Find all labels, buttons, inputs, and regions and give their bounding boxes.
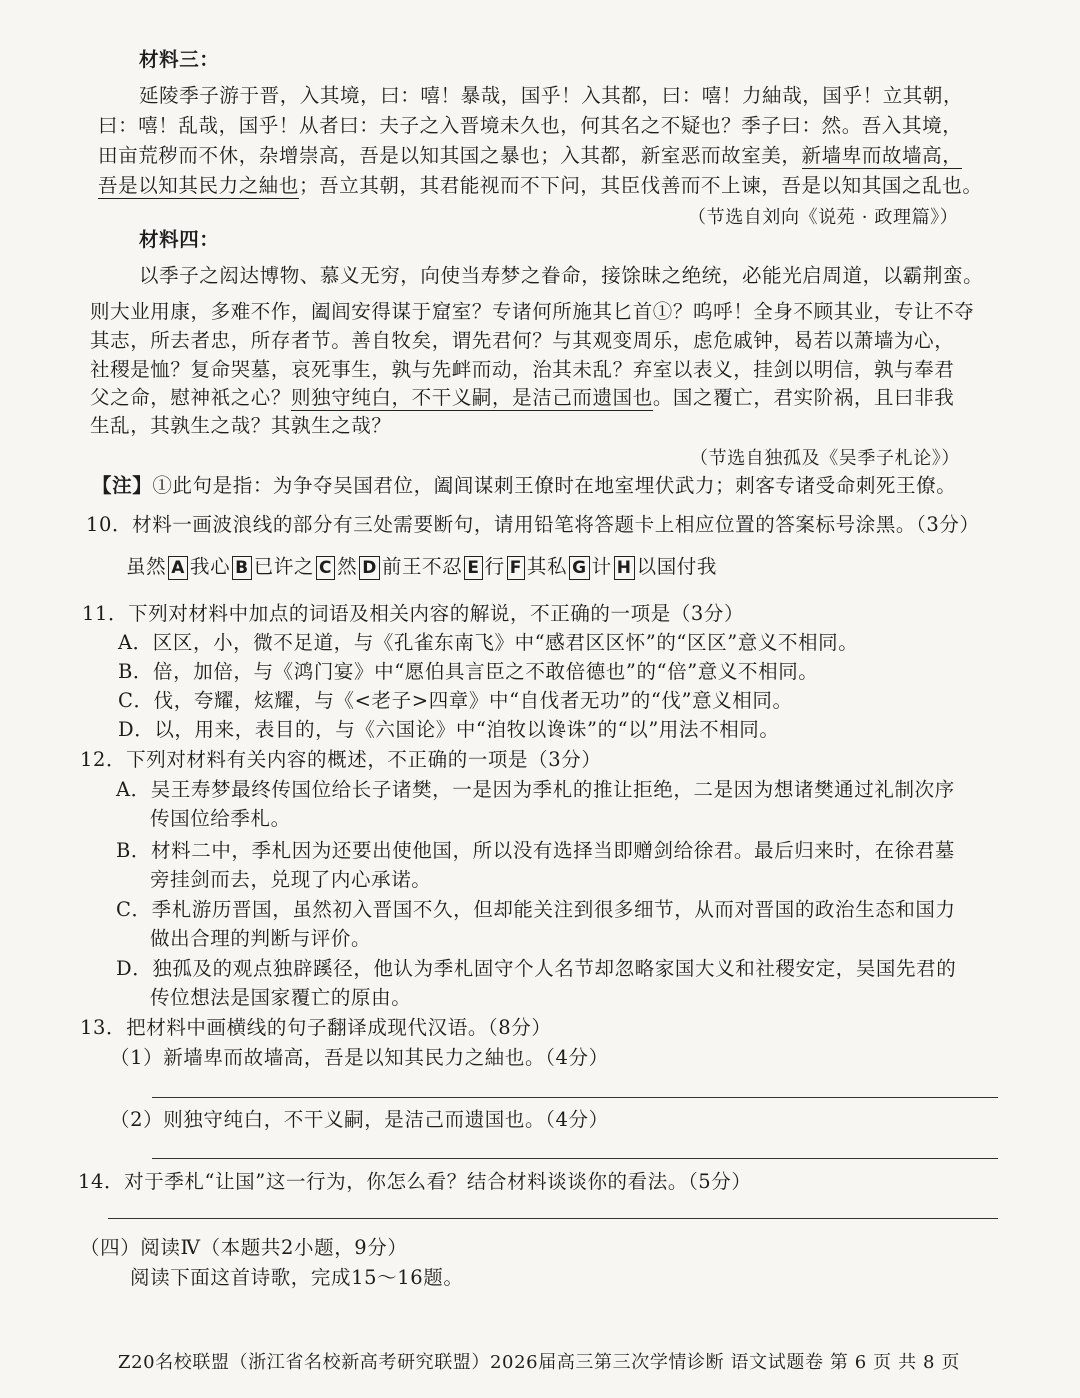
q10-option-d[interactable]: D [359, 556, 380, 580]
q13-sub1-answer-line[interactable] [152, 1097, 998, 1098]
q14-answer-line[interactable] [108, 1218, 998, 1219]
q11-stem: 11．下列对材料中加点的词语及相关内容的解说，不正确的一项是（3分） [82, 602, 745, 625]
q10-text-3: 已许之 [253, 555, 315, 578]
underlined-sentence-2: 则独守纯白，不干义嗣，是洁己而遗国也 [291, 386, 653, 409]
note-text: ①此句是指：为争夺吴国君位，阖闾谋刺王僚时在地室埋伏武力；刺客专诸受命刺死王僚。 [152, 474, 957, 497]
q10-text-8: 计 [591, 555, 612, 578]
material4-line-2: 则大业用康，多难不作，阖闾安得谋于窟室？专诸何所施其匕首①？呜呼！全身不顾其业，专让不夺 [90, 300, 975, 323]
q13-sub1: （1）新墙卑而故墙高，吾是以知其民力之紬也。（4分） [110, 1046, 609, 1069]
q10-option-b[interactable]: B [232, 556, 252, 580]
q10-option-a[interactable]: A [168, 556, 188, 580]
material3-line-3-text: 田亩荒秽而不休，杂增崇高，吾是以知其国之暴也；入其都，新室恶而故室美， [98, 144, 802, 167]
q10-option-g[interactable]: G [569, 556, 590, 580]
q11-option-a: A．区区，小，微不足道，与《孔雀东南飞》中“感君区区怀”的“区区”意义不相同。 [118, 631, 859, 654]
q12-stem: 12．下列对材料有关内容的概述，不正确的一项是（3分） [80, 748, 602, 771]
q10-option-f[interactable]: F [507, 556, 525, 580]
underlined-sentence-1b: 吾是以知其民力之紬也 [98, 174, 300, 197]
q13-stem: 13．把材料中画横线的句子翻译成现代汉语。（8分） [80, 1016, 552, 1039]
material3-line-2: 曰：嘻！乱哉，国乎！从者曰：夫子之入晋境未久也，何其名之不疑也？季子曰：然。吾入其境， [98, 114, 963, 137]
q13-sub2: （2）则独守纯白，不干义嗣，是洁己而遗国也。（4分） [110, 1108, 609, 1131]
underlined-sentence-1a: 新墙卑而故墙高， [801, 144, 963, 167]
q12-option-c-1: C．季札游历晋国，虽然初入晋国不久，但却能关注到很多细节，从而对晋国的政治生态和国力 [116, 898, 956, 921]
material3-line-1: 延陵季子游于晋，入其境，曰：嘻！暴哉，国乎！入其都，曰：嘻！力紬哉，国乎！立其朝， [139, 84, 964, 107]
material4-line-6: 生乱，其孰生之哉？其孰生之哉？ [90, 414, 392, 437]
q12-option-d-1: D．独孤及的观点独辟蹊径，他认为季札固守个人名节却忽略家国大义和社稷安定，吴国先君的 [116, 957, 957, 980]
material3-line-4-text: ；吾立其朝，其君能视而不下问，其臣伐善而不上谏，吾是以知其国之乱也。 [299, 174, 983, 197]
q11-option-d: D．以，用来，表目的，与《六国论》中“洎牧以谗诛”的“以”用法不相同。 [118, 718, 780, 741]
material3-line-3 [98, 142, 962, 170]
q12-option-c-2: 做出合理的判断与评价。 [150, 927, 372, 950]
q12-option-d-2: 传位想法是国家覆亡的原由。 [150, 986, 412, 1009]
material4-line-5-post: 。国之覆亡，君实阶祸，且曰非我 [652, 386, 955, 409]
material4-line-4: 社稷是恤？复命哭墓，哀死事生，孰与先衅而动，治其未乱？弃室以表义，挂剑以明信，孰与奉君 [90, 358, 955, 381]
material3-source: （节选自刘向《说苑 · 政理篇》） [688, 207, 959, 228]
q13-sub2-answer-line[interactable] [152, 1158, 998, 1159]
q10-text-2: 我心 [189, 555, 231, 578]
q12-option-b-1: B．材料二中，季札因为还要出使他国，所以没有选择当即赠剑给徐君。最后归来时，在徐君墓 [116, 839, 956, 862]
note-tag: 【注】 [92, 474, 153, 497]
material4-heading: 材料四： [139, 228, 220, 251]
section4-instruction: 阅读下面这首诗歌，完成15～16题。 [130, 1266, 464, 1289]
q10-option-e[interactable]: E [464, 556, 482, 580]
page-footer: Z20名校联盟（浙江省名校新高考研究联盟）2026届高三第三次学情诊断 语文试题卷 第 6 页 共 8 页 [118, 1352, 960, 1373]
q14-stem: 14．对于季札“让国”这一行为，你怎么看？结合材料谈谈你的看法。（5分） [78, 1170, 752, 1193]
q10-text-4: 然 [337, 555, 358, 578]
material4-line-5 [90, 384, 954, 412]
q10-option-h[interactable]: H [614, 556, 635, 580]
q10-text-5: 前王不忍 [381, 555, 463, 578]
q10-text-9: 以国付我 [636, 555, 718, 578]
material4-line-3: 其志，所去者忠，所存者节。善自牧矣，谓先君何？与其观变周乐，虑危戚钟，曷若以萧墙为心， [90, 329, 955, 352]
material4-source: （节选自独孤及《吴季子札论》） [690, 448, 960, 469]
section4-title: （四）阅读Ⅳ（本题共2小题，9分） [80, 1236, 408, 1259]
material4-line-5-pre: 父之命，慰神祇之心？ [90, 386, 292, 409]
q10-text-6: 行 [484, 555, 505, 578]
q11-option-c: C．伐，夸耀，炫耀，与《<老子>四章》中“自伐者无功”的“伐”意义相同。 [118, 689, 793, 712]
q12-option-a-1: A．吴王寿梦最终传国位给长子诸樊，一是因为季札的推让拒绝，二是因为想诸樊通过礼制次序 [116, 778, 955, 801]
note [92, 472, 956, 500]
q10-option-c[interactable]: C [316, 556, 335, 580]
material4-line-1: 以季子之闳达博物、慕义无穷，向使当寿梦之眷命，接馀昧之绝统，必能光启周道，以霸荆蛮。 [139, 264, 984, 287]
q12-option-b-2: 旁挂剑而去，兑现了内心承诺。 [150, 868, 432, 891]
q10-stem: 10．材料一画波浪线的部分有三处需要断句，请用铅笔将答题卡上相应位置的答案标号涂黑。（3分） [86, 513, 980, 536]
material3-line-4 [98, 172, 982, 200]
q11-option-b: B．倍，加倍，与《鸿门宴》中“愿伯具言臣之不敢倍德也”的“倍”意义不相同。 [118, 660, 819, 683]
q10-text-1: 虽然 [126, 555, 167, 578]
material3-heading: 材料三： [139, 48, 220, 71]
q10-text-7: 其私 [526, 555, 568, 578]
q12-option-a-2: 传国位给季札。 [150, 807, 291, 830]
q10-segments [126, 553, 717, 581]
